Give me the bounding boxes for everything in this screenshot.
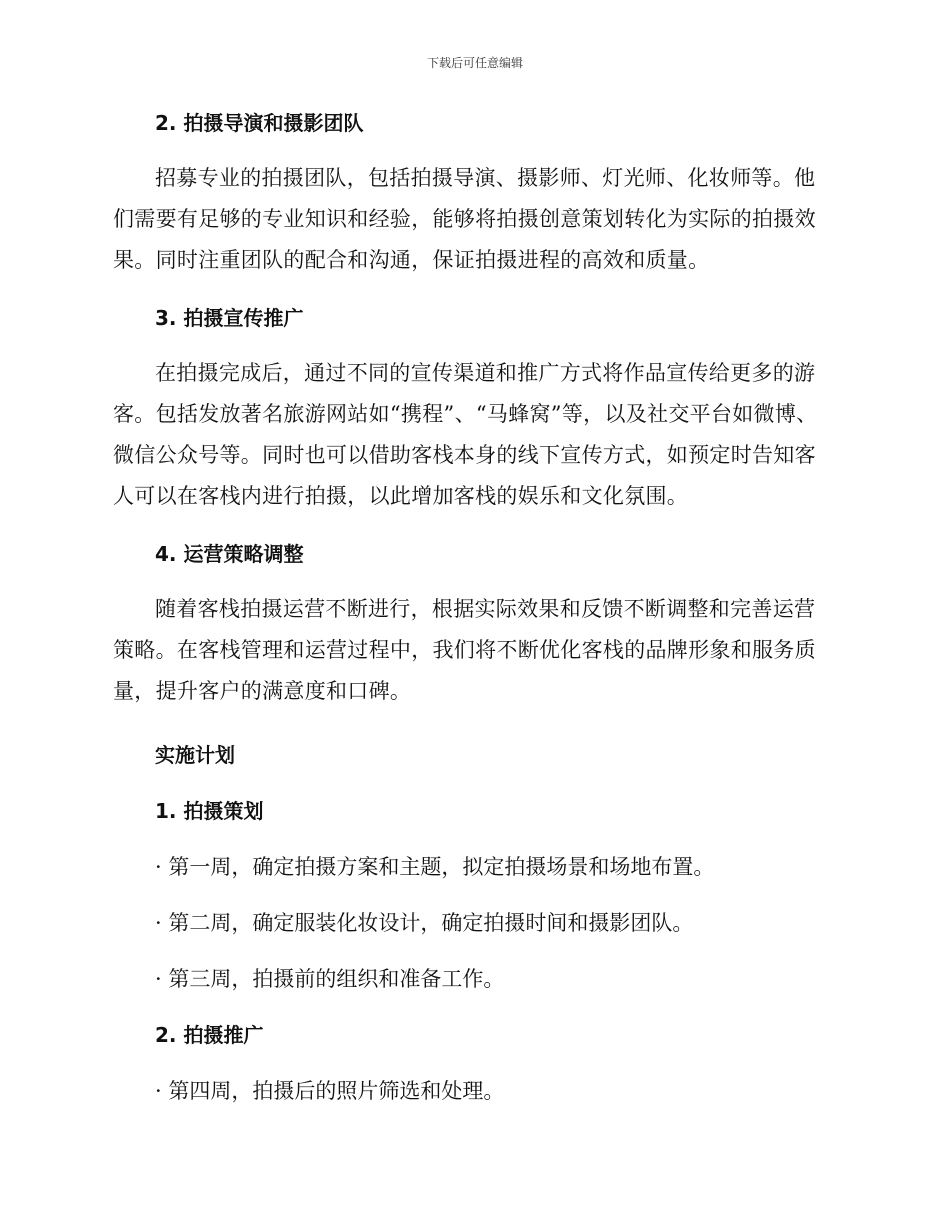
section-heading: 3. 拍摄宣传推广 xyxy=(155,306,304,330)
section-paragraph: 招募专业的拍摄团队，包括拍摄导演、摄影师、灯光师、化妆师等。他们需要有足够的专业知识和经验，能够将拍摄创意策划转化为实际的拍摄效果。同时注重团队的配合和沟通，保证拍摄进程的高效和质量。 xyxy=(113,166,816,272)
plan-title: 实施计划 xyxy=(155,743,235,767)
plan-list-item: · 第四周，拍摄后的照片筛选和处理。 xyxy=(155,1079,505,1103)
plan-list-item: · 第三周，拍摄前的组织和准备工作。 xyxy=(155,967,505,991)
page-header: 下载后可任意编辑 xyxy=(426,56,523,70)
plan-list-item: · 第一周，确定拍摄方案和主题，拟定拍摄场景和场地布置。 xyxy=(155,855,715,879)
plan-list-item: · 第二周，确定服装化妆设计，确定拍摄时间和摄影团队。 xyxy=(155,911,694,935)
section-paragraph: 随着客栈拍摄运营不断进行，根据实际效果和反馈不断调整和完善运营策略。在客栈管理和运营过程中，我们将不断优化客栈的品牌形象和服务质量，提升客户的满意度和口碑。 xyxy=(113,597,816,703)
section-paragraph: 在拍摄完成后，通过不同的宣传渠道和推广方式将作品宣传给更多的游客。包括发放著名旅游网站如“携程”、“马蜂窝”等，以及社交平台如微博、微信公众号等。同时也可以借助客栈本身的线下宣传方式，如预定时告知客人可以在客栈内进行拍摄，以此增加客栈的娱乐和文化氛围。 xyxy=(113,361,818,508)
document-body xyxy=(113,108,833,1106)
plan-subheading: 1. 拍摄策划 xyxy=(155,799,264,823)
section-heading: 4. 运营策略调整 xyxy=(155,542,304,566)
plan-subheading: 2. 拍摄推广 xyxy=(155,1023,264,1047)
section-heading: 2. 拍摄导演和摄影团队 xyxy=(155,111,364,135)
